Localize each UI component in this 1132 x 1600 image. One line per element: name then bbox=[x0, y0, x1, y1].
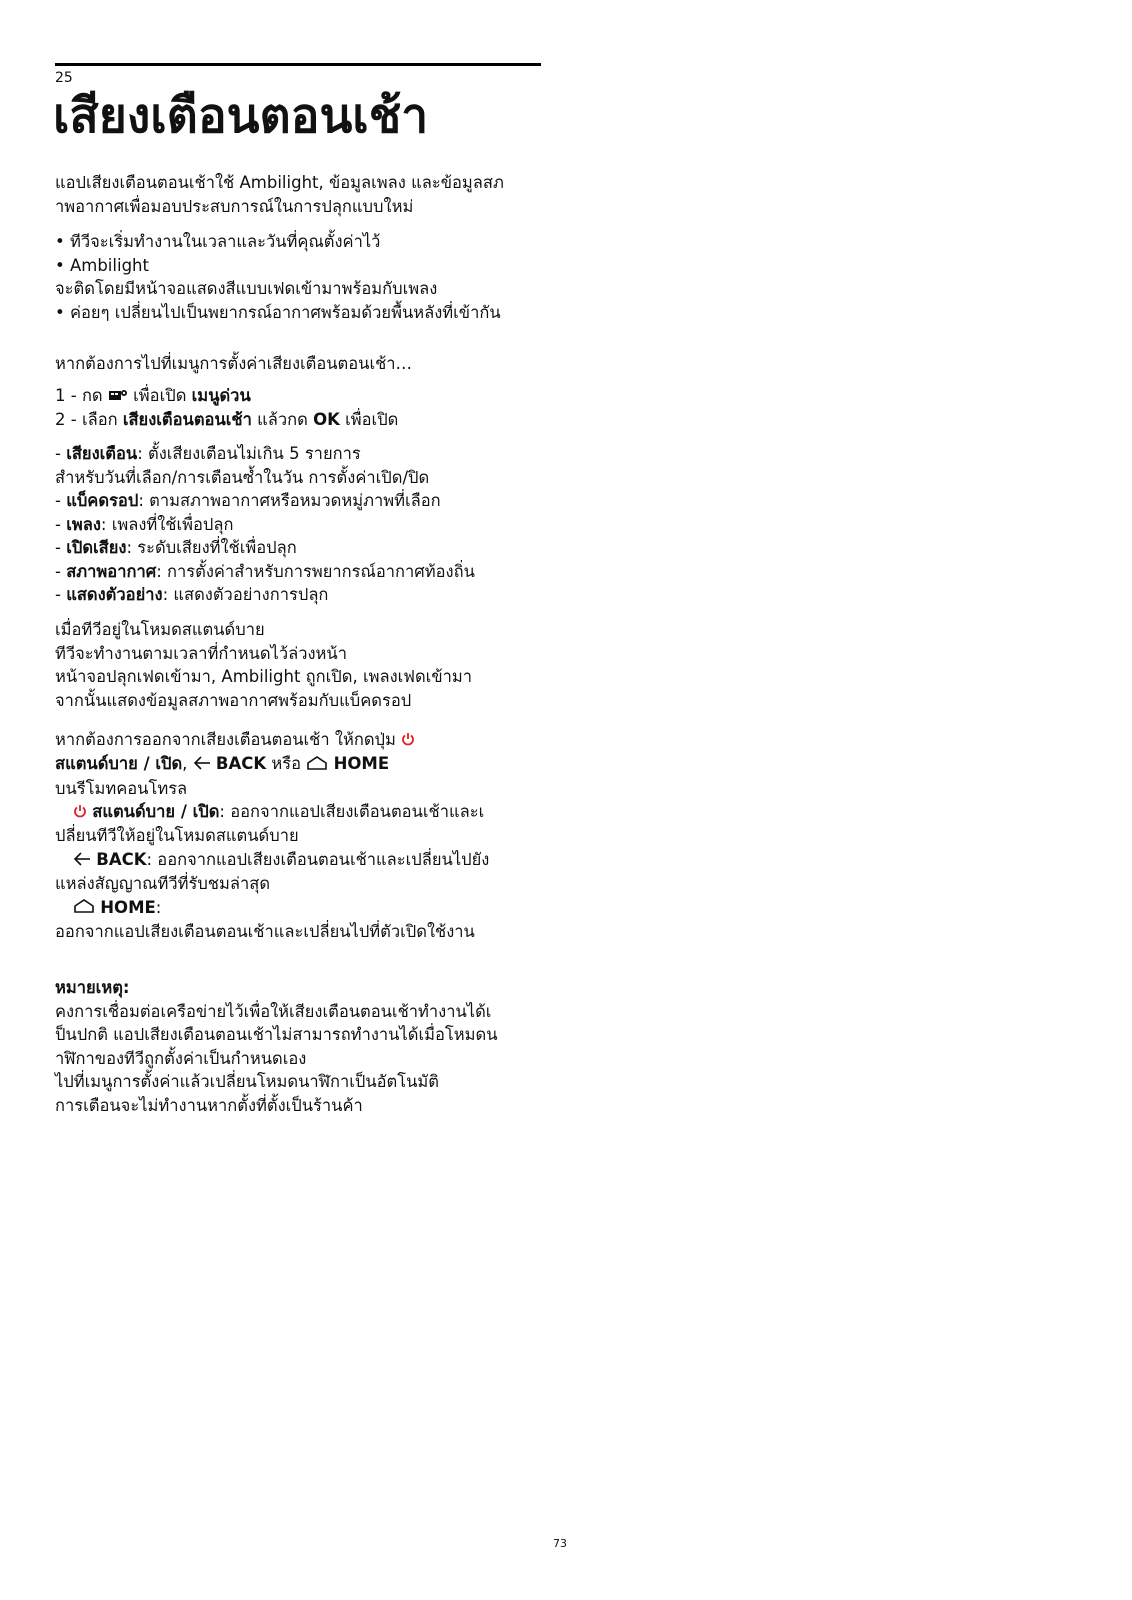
step-2-prefix: 2 - เลือก bbox=[55, 410, 118, 430]
standby-desc bbox=[55, 800, 555, 824]
bullet-item-cont: จะติดโดยมีหน้าจอแสดงสีแบบเฟดเข้ามาพร้อมกับเพลง bbox=[55, 279, 438, 298]
intro-line: แอปเสียงเตือนตอนเช้าใช้ Ambilight, ข้อมูลเพลง และข้อมูลสภ bbox=[55, 173, 504, 192]
setting-alarm: - เสียงเตือน: ตั้งเสียงเตือนไม่เกิน 5 รายการ bbox=[55, 444, 361, 463]
back-desc-text: : ออกจากแอปเสียงเตือนตอนเช้าและเปลี่ยนไปยัง bbox=[146, 849, 490, 869]
setting-desc: : การตั้งค่าสำหรับการพยากรณ์อากาศท้องถิ่น bbox=[156, 561, 475, 581]
exit-line-1 bbox=[55, 728, 555, 752]
step-1-prefix: 1 - กด bbox=[55, 386, 103, 405]
menu-intro bbox=[55, 352, 555, 376]
setting-label: เสียงเตือน bbox=[66, 444, 138, 463]
intro-line: าพอากาศเพื่อมอบประสบการณ์ในการปลุกแบบใหม่ bbox=[55, 196, 414, 216]
standby-line: ทีวีจะทำงานตามเวลาที่กำหนดไว้ล่วงหน้า bbox=[55, 643, 347, 663]
quick-menu-label: เมนูด่วน bbox=[191, 386, 251, 405]
bullet-item: • Ambilight bbox=[55, 255, 149, 275]
exit-line-3: บนรีโมทคอนโทรล bbox=[55, 778, 188, 798]
exit-text: หากต้องการออกจากเสียงเตือนตอนเช้า ให้กดปุ่ม bbox=[55, 730, 396, 749]
feature-bullets bbox=[55, 230, 555, 324]
standby-line: เมื่อทีวีอยู่ในโหมดสแตนด์บาย bbox=[55, 620, 265, 639]
setting-label: เพลง bbox=[66, 514, 101, 534]
step-2 bbox=[55, 408, 555, 432]
home-label: HOME bbox=[333, 754, 390, 774]
exit-paragraph bbox=[55, 728, 555, 943]
settings-list bbox=[55, 442, 555, 607]
standby-paragraph bbox=[55, 618, 555, 712]
step-1 bbox=[55, 384, 555, 408]
back-desc bbox=[55, 848, 555, 872]
setting-backdrop: - แบ็คดรอป: ตามสภาพอากาศหรือหมวดหมู่ภาพที่เลือก bbox=[55, 491, 441, 510]
page-number: 73 bbox=[553, 1537, 567, 1550]
home-label: HOME bbox=[100, 897, 156, 917]
steps bbox=[55, 384, 555, 432]
quick-menu-icon bbox=[108, 385, 128, 409]
setting-label: สภาพอากาศ bbox=[66, 561, 157, 581]
setting-desc: : เพลงที่ใช้เพื่อปลุก bbox=[100, 514, 234, 534]
back-label: BACK bbox=[215, 754, 267, 774]
menu-intro-text: หากต้องการไปที่เมนูการตั้งค่าเสียงเตือนตอนเช้า… bbox=[55, 354, 413, 373]
ok-label: OK bbox=[313, 410, 340, 430]
note-line: การเตือนจะไม่ทำงานหากตั้งที่ตั้งเป็นร้านค้า bbox=[55, 1095, 363, 1115]
bullet-item: • ค่อยๆ เปลี่ยนไปเป็นพยากรณ์อากาศพร้อมด้วยพื้นหลังที่เข้ากัน bbox=[55, 302, 501, 322]
note-line: าฬิกาของทีวีถูกตั้งค่าเป็นกำหนดเอง bbox=[55, 1048, 307, 1068]
standby-desc-text: : ออกจากแอปเสียงเตือนตอนเช้าและเ bbox=[219, 802, 485, 821]
exit-line-2 bbox=[55, 752, 555, 776]
setting-desc: : ตั้งเสียงเตือนไม่เกิน 5 รายการ bbox=[137, 444, 361, 463]
or-text: หรือ bbox=[271, 754, 302, 774]
standby-line: หน้าจอปลุกเฟดเข้ามา, Ambilight ถูกเปิด, เพลงเฟดเข้ามา bbox=[55, 667, 473, 686]
back-label: BACK bbox=[96, 849, 147, 869]
setting-label: แบ็คดรอป bbox=[66, 491, 139, 510]
note-line: คงการเชื่อมต่อเครือข่ายไว้เพื่อให้เสียงเตือนตอนเช้าทำงานได้เ bbox=[55, 1001, 492, 1021]
home-icon bbox=[73, 896, 95, 920]
step-2-end: เพื่อเปิด bbox=[345, 410, 399, 430]
setting-label: แสดงตัวอย่าง bbox=[66, 585, 163, 604]
setting-desc: : ระดับเสียงที่ใช้เพื่อปลุก bbox=[126, 538, 297, 557]
note-line: ป็นปกติ แอปเสียงเตือนตอนเช้าไม่สามารถทำงานได้เมื่อโหมดน bbox=[55, 1025, 498, 1044]
setting-alarm-cont: สำหรับวันที่เลือก/การเตือนซ้ำในวัน การตั้งค่าเปิด/ปิด bbox=[55, 467, 430, 487]
morning-alarm-label: เสียงเตือนตอนเช้า bbox=[122, 410, 252, 430]
setting-desc: : ตามสภาพอากาศหรือหมวดหมู่ภาพที่เลือก bbox=[138, 491, 441, 510]
comma: , bbox=[182, 754, 188, 774]
standby-on-label: สแตนด์บาย / เปิด bbox=[92, 802, 220, 821]
colon: : bbox=[155, 897, 162, 917]
power-icon bbox=[73, 801, 87, 825]
bullet-item: • ทีวีจะเริ่มทำงานในเวลาและวันที่คุณตั้งค่าไว้ bbox=[55, 232, 381, 251]
setting-song: - เพลง: เพลงที่ใช้เพื่อปลุก bbox=[55, 514, 234, 534]
power-icon bbox=[401, 729, 415, 753]
standby-line: จากนั้นแสดงข้อมูลสภาพอากาศพร้อมกับแบ็คดรอป bbox=[55, 690, 412, 710]
note-heading: หมายเหตุ: bbox=[55, 978, 130, 997]
setting-label: เปิดเสียง bbox=[66, 538, 127, 557]
note-section bbox=[55, 976, 555, 1117]
page-title: เสียงเตือนตอนเช้า bbox=[53, 88, 429, 144]
back-arrow-icon bbox=[73, 849, 91, 873]
setting-desc: : แสดงตัวอย่างการปลุก bbox=[162, 585, 329, 604]
setting-weather: - สภาพอากาศ: การตั้งค่าสำหรับการพยากรณ์อากาศท้องถิ่น bbox=[55, 561, 475, 581]
standby-on-label: สแตนด์บาย / เปิด bbox=[55, 754, 183, 774]
step-2-mid: แล้วกด bbox=[257, 410, 308, 430]
standby-desc-cont: ปลี่ยนทีวีให้อยู่ในโหมดสแตนด์บาย bbox=[55, 826, 299, 846]
home-desc-text: ออกจากแอปเสียงเตือนตอนเช้าและเปลี่ยนไปที่ตัวเปิดใช้งาน bbox=[55, 921, 475, 941]
home-desc bbox=[55, 896, 555, 920]
setting-volume: - เปิดเสียง: ระดับเสียงที่ใช้เพื่อปลุก bbox=[55, 538, 297, 557]
setting-preview: - แสดงตัวอย่าง: แสดงตัวอย่างการปลุก bbox=[55, 585, 329, 604]
step-1-mid: เพื่อเปิด bbox=[133, 386, 187, 405]
home-icon bbox=[306, 753, 328, 777]
back-arrow-icon bbox=[193, 753, 211, 777]
intro-paragraph bbox=[55, 171, 555, 218]
chapter-number: 25 bbox=[55, 70, 73, 86]
top-rule bbox=[55, 63, 541, 66]
note-line: ไปที่เมนูการตั้งค่าแล้วเปลี่ยนโหมดนาฬิกาเป็นอัตโนมัติ bbox=[55, 1072, 439, 1091]
back-desc-cont: แหล่งสัญญาณทีวีที่รับชมล่าสุด bbox=[55, 874, 271, 893]
